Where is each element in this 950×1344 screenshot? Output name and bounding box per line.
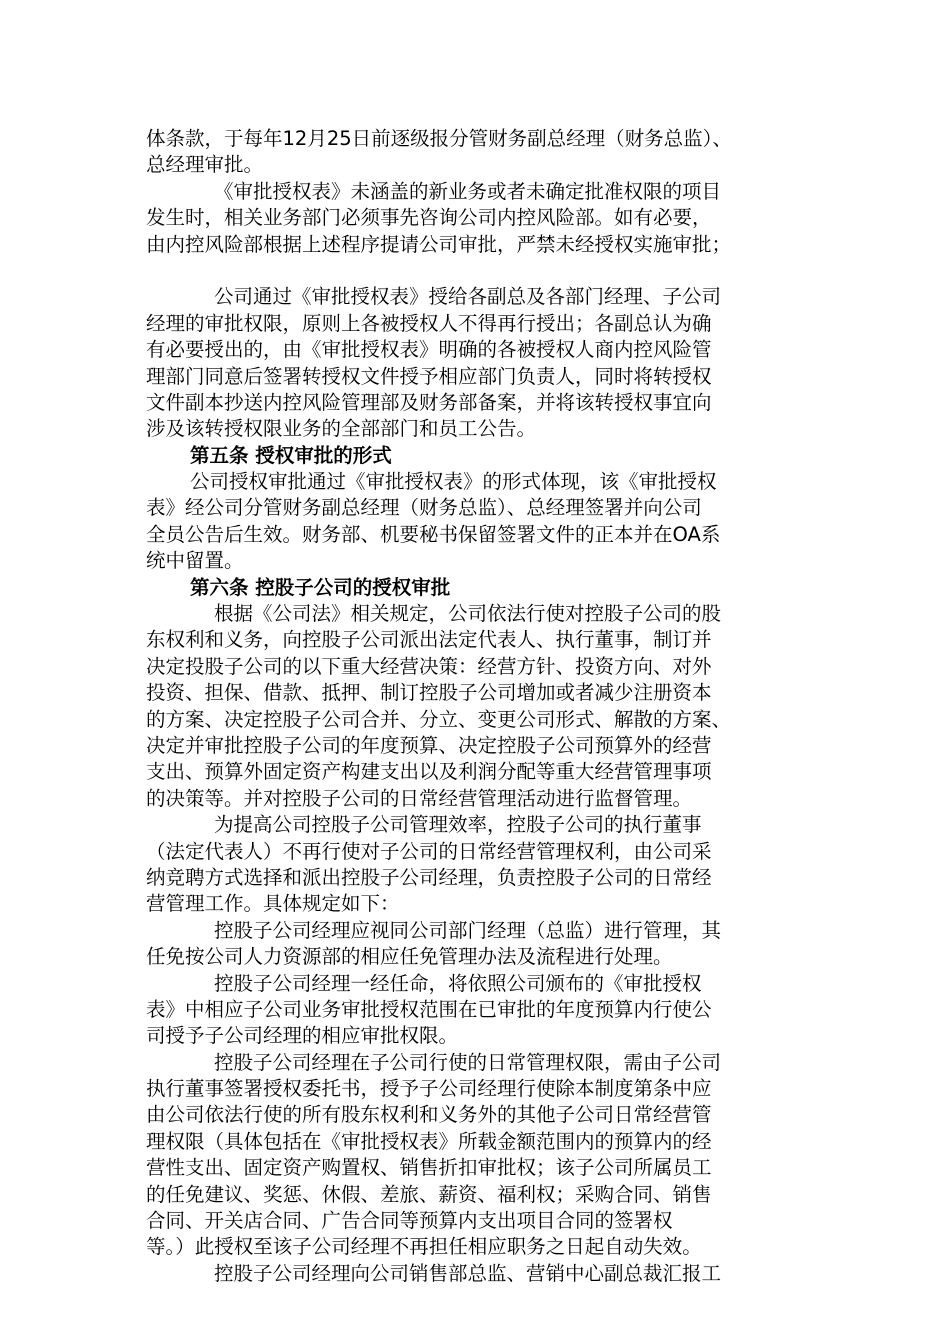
text-line: 东权利和义务，向控股子公司派出法定代表人、执行董事，制订并 — [146, 628, 712, 652]
section-heading: 第五条 授权审批的形式 — [190, 443, 392, 467]
blank-line — [146, 258, 810, 284]
text-line: 投资、担保、借款、抵押、制订控股子公司增加或者减少注册资本 — [146, 681, 712, 705]
text-line: 发生时，相关业务部门必须事先咨询公司内控风险部。如有必要， — [146, 206, 712, 230]
text-line: 理部门同意后签署转授权文件授予相应部门负责人，同时将转授权 — [146, 364, 712, 388]
paragraph-start: 公司授权审批通过《审批授权表》的形式体现，该《审批授权 — [190, 470, 717, 494]
text-line: 任免按公司人力资源部的相应任免管理办法及流程进行处理。 — [146, 945, 673, 969]
text-line: 表》中相应子公司业务审批授权范围在已审批的年度预算内行使公 — [146, 997, 712, 1021]
text-line: 文件副本抄送内控风险管理部及财务部备案，并将该转授权事宜向 — [146, 390, 712, 414]
paragraph-start: 公司通过《审批授权表》授给各副总及各部门经理、子公司 — [214, 285, 722, 309]
text-line: 执行董事签署授权委托书，授予子公司经理行使除本制度第条中应 — [146, 1077, 712, 1101]
paragraph-start: 控股子公司经理一经任命，将依照公司颁布的《审批授权 — [214, 971, 702, 995]
paragraph-start: 为提高公司控股子公司管理效率，控股子公司的执行董事 — [214, 813, 702, 837]
paragraph-start: 控股子公司经理应视同公司部门经理（总监）进行管理，其 — [214, 918, 722, 942]
text-line: 决定投股子公司的以下重大经营决策：经营方针、投资方向、对外 — [146, 654, 712, 678]
text-line: 理权限（具体包括在《审批授权表》所载金额范围内的预算内的经 — [146, 1129, 712, 1153]
text-line: 等。）此授权至该子公司经理不再担任相应职务之日起自动失效。 — [146, 1235, 702, 1259]
text-line: 决定并审批控股子公司的年度预算、决定控股子公司预算外的经营 — [146, 733, 712, 757]
paragraph-start: 《审批授权表》未涵盖的新业务或者未确定批准权限的项目 — [214, 179, 722, 203]
text-line: 有必要授出的，由《审批授权表》明确的各被授权人商内控风险管 — [146, 338, 712, 362]
text-line: 的任免建议、奖惩、休假、差旅、薪资、福利权；采购合同、销售 — [146, 1182, 712, 1206]
paragraph-start: 根据《公司法》相关规定，公司依法行使对控股子公司的股 — [214, 602, 722, 626]
text-line: 体条款，于每年12月25日前逐级报分管财务副总经理（财务总监）、 — [146, 127, 732, 150]
text-line: 全员公告后生效。财务部、机要秘书保留签署文件的正本并在OA系 — [146, 522, 721, 546]
text-line: （法定代表人）不再行使对子公司的日常经营管理权利，由公司采 — [146, 839, 712, 863]
text-line: 的方案、决定控股子公司合并、分立、变更公司形式、解散的方案、 — [146, 707, 732, 731]
paragraph-start: 控股子公司经理向公司销售部总监、营销中心副总裁汇报工 — [214, 1261, 722, 1285]
text-line: 由内控风险部根据上述程序提请公司审批，严禁未经授权实施审批； — [146, 232, 732, 256]
text-line: 支出、预算外固定资产构建支出以及利润分配等重大经营管理事项 — [146, 760, 712, 784]
text-line: 营管理工作。具体规定如下： — [146, 892, 400, 916]
text-line: 纳竞聘方式选择和派出控股子公司经理，负责控股子公司的日常经 — [146, 865, 712, 889]
text-line: 涉及该转授权限业务的全部部门和员工公告。 — [146, 417, 537, 441]
text-line: 合同、开关店合同、广告合同等预算内支出项目合同的签署权 — [146, 1209, 673, 1233]
document-page — [146, 126, 810, 1287]
text-line: 由公司依法行使的所有股东权利和义务外的其他子公司日常经营管 — [146, 1103, 712, 1127]
section-heading: 第六条 控股子公司的授权审批 — [190, 575, 451, 599]
text-line: 营性支出、固定资产购置权、销售折扣审批权；该子公司所属员工 — [146, 1156, 712, 1180]
text-line: 经理的审批权限，原则上各被授权人不得再行授出；各副总认为确 — [146, 311, 712, 335]
text-line: 的决策等。并对控股子公司的日常经营管理活动进行监督管理。 — [146, 786, 693, 810]
text-line: 总经理审批。 — [146, 153, 264, 177]
text-line: 统中留置。 — [146, 549, 244, 573]
text-line: 司授予子公司经理的相应审批权限。 — [146, 1024, 459, 1048]
text-line: 表》经公司分管财务副总经理（财务总监）、总经理签署并向公司 — [146, 496, 702, 520]
paragraph-start: 控股子公司经理在子公司行使的日常管理权限，需由子公司 — [214, 1050, 722, 1074]
